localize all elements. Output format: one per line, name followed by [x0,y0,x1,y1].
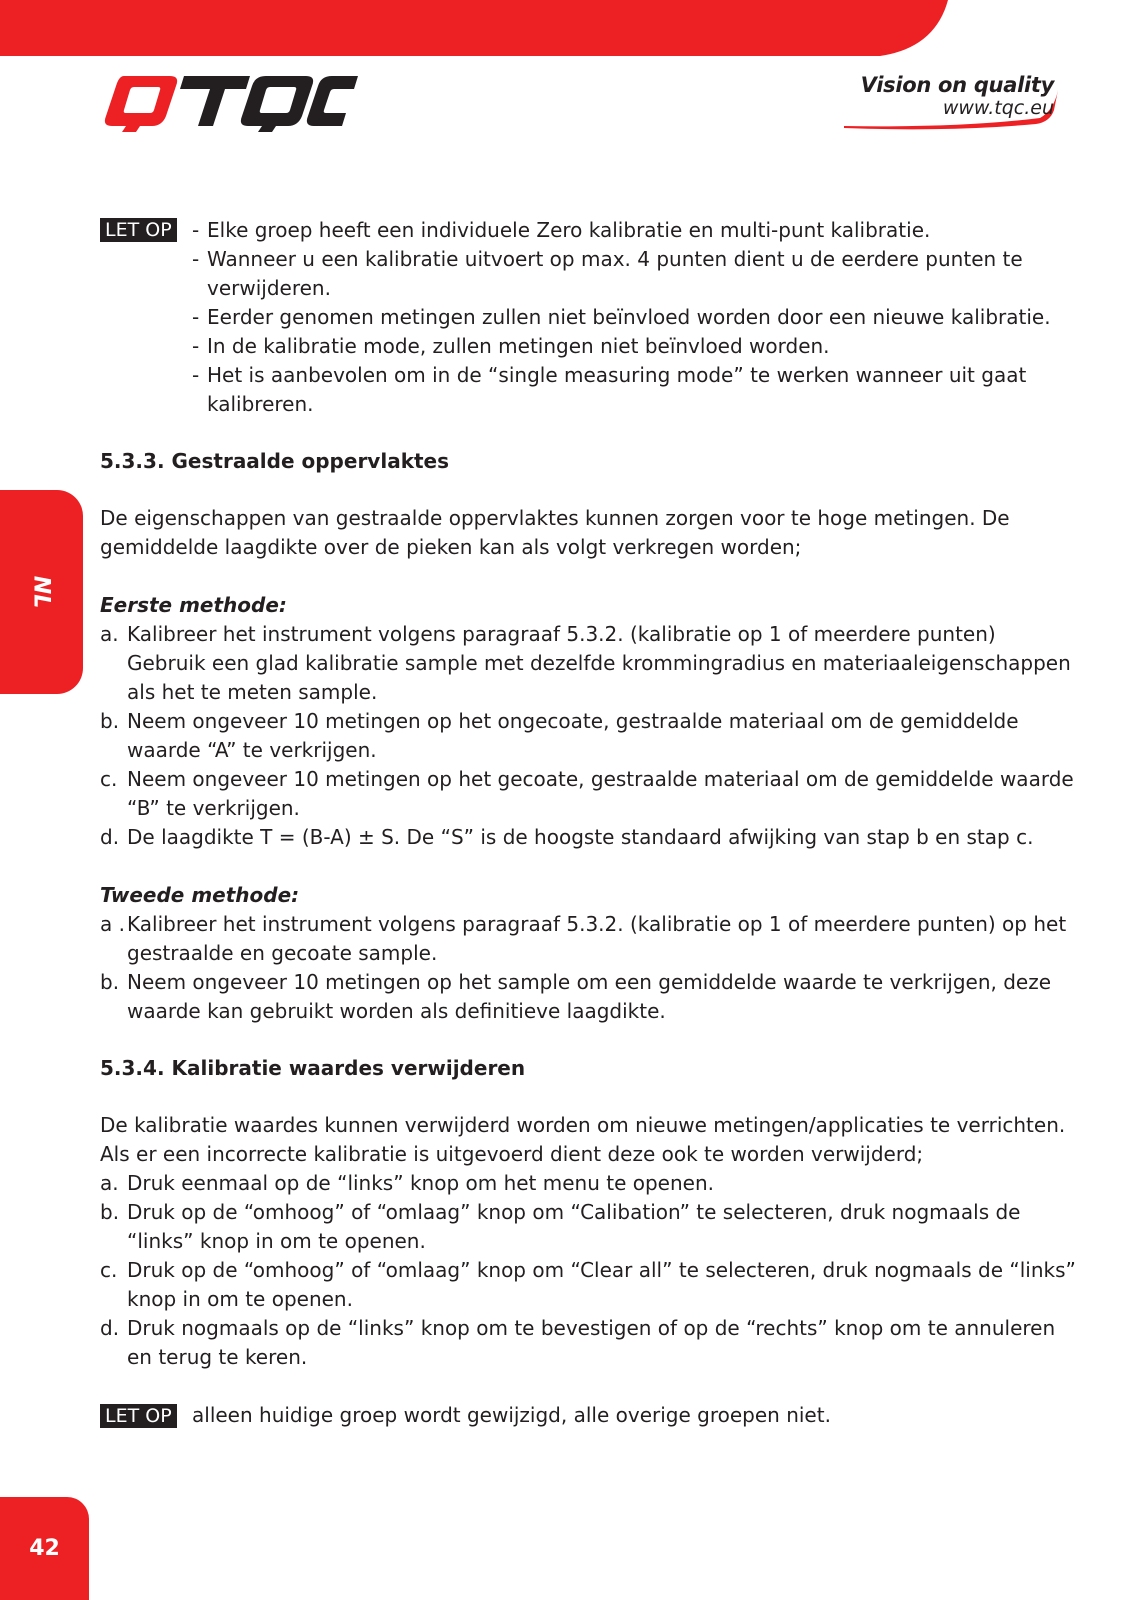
language-tab-label: NL [29,575,54,609]
list-item-label: b. [100,970,120,994]
tagline [861,74,1054,119]
list-item [100,707,1080,765]
list-item-label: a . [100,912,125,936]
note-item: - Eerder genomen metingen zullen niet beïnvloed worden door een nieuwe kalibratie. [192,303,1080,332]
tqc-logo [100,72,358,132]
section-heading-534: 5.3.4. Kalibratie waardes verwijderen [100,1056,526,1080]
note-list [192,216,1080,419]
note-block [100,216,1080,419]
method-title-2: Tweede methode: [100,883,300,907]
list-item-text: Neem ongeveer 10 metingen op het gecoate, gestraalde materiaal om de gemiddelde waarde “B” te verkrijgen. [127,767,1074,820]
list-item-text: De laagdikte T = (B-A) ± S. De “S” is de hoogste standaard afwijking van stap b en stap c. [127,825,1034,849]
page-number: 42 [0,1497,89,1600]
list-item-text: Druk op de “omhoog” of “omlaag” knop om “Calibation” te selecteren, druk nogmaals de “links” knop in om te openen. [127,1200,1021,1253]
note-item-text: Het is aanbevolen om in de “single measuring mode” te werken wanneer uit gaat kalibreren. [207,363,1027,416]
list-item-label: d. [100,825,120,849]
list-item-text: Druk op de “omhoog” of “omlaag” knop om “Clear all” te selecteren, druk nogmaals de “links” knop in om te openen. [127,1258,1076,1311]
tagline-slogan: Vision on quality [860,73,1054,97]
list-item-label: a. [100,1171,119,1195]
note-item-text: In de kalibratie mode, zullen metingen niet beïnvloed worden. [207,334,830,358]
method-title-1: Eerste methode: [100,593,287,617]
note-item-text: Elke groep heeft een individuele Zero kalibratie en multi-punt kalibratie. [207,218,931,242]
note-item: - Het is aanbevolen om in de “single measuring mode” te werken wanneer uit gaat kalibreren. [192,361,1080,419]
list-item-text: Druk nogmaals op de “links” knop om te bevestigen of op de “rechts” knop om te annuleren en terug te keren. [127,1316,1056,1369]
let-op-badge: LET OP [100,1404,177,1428]
tagline-url: www.tqc.eu [942,97,1054,119]
section-534-intro: De kalibratie waardes kunnen verwijderd worden om nieuwe metingen/applicaties te verrichten. Als er een incorrecte kalibratie is uitgevoerd dient deze ook te worden verwijderd; [100,1113,1066,1166]
page-content [100,216,1080,1430]
list-item-label: d. [100,1316,120,1340]
list-item [100,1169,1080,1198]
list-item-text: Neem ongeveer 10 metingen op het sample om een gemiddelde waarde te verkrijgen, deze waarde kan gebruikt worden als definitieve laagdikte. [127,970,1052,1023]
list-item-label: a. [100,622,119,646]
list-item-label: b. [100,709,120,733]
note-item-text: Wanneer u een kalibratie uitvoert op max. 4 punten dient u de eerdere punten te verwijderen. [207,247,1023,300]
section-533-intro: De eigenschappen van gestraalde oppervlaktes kunnen zorgen voor te hoge metingen. De gemiddelde laagdikte over de pieken kan als volgt verkregen worden; [100,506,1010,559]
note-block-final [100,1401,1080,1430]
section-heading-533: 5.3.3. Gestraalde oppervlaktes [100,449,450,473]
list-item [100,1256,1080,1314]
list-item [100,1198,1080,1256]
note-text: alleen huidige groep wordt gewijzigd, alle overige groepen niet. [192,1403,831,1427]
language-tab [0,490,83,694]
list-item [100,765,1080,823]
list-item [100,1314,1080,1372]
list-item [100,620,1080,707]
list-item-text: Neem ongeveer 10 metingen op het ongecoate, gestraalde materiaal om de gemiddelde waarde “A” te verkrijgen. [127,709,1019,762]
let-op-badge: LET OP [100,218,177,242]
list-item-text: Kalibreer het instrument volgens paragraaf 5.3.2. (kalibratie op 1 of meerdere punten) Gebruik een glad kalibratie sample met dezelfde krommingradius en materiaaleigenschappen als het te meten sample. [127,622,1071,704]
list-item-label: b. [100,1200,120,1224]
note-item: - Wanneer u een kalibratie uitvoert op max. 4 punten dient u de eerdere punten te verwijderen. [192,245,1080,303]
note-item: - In de kalibratie mode, zullen metingen niet beïnvloed worden. [192,332,1080,361]
header-band [0,0,1132,56]
list-item-text: Kalibreer het instrument volgens paragraaf 5.3.2. (kalibratie op 1 of meerdere punten) op het gestraalde en gecoate sample. [127,912,1067,965]
list-item [100,823,1080,852]
note-item-text: Eerder genomen metingen zullen niet beïnvloed worden door een nieuwe kalibratie. [207,305,1051,329]
list-item-label: c. [100,1258,118,1282]
list-item-label: c. [100,767,118,791]
list-item-text: Druk eenmaal op de “links” knop om het menu te openen. [127,1171,715,1195]
note-item: - Elke groep heeft een individuele Zero kalibratie en multi-punt kalibratie. [192,216,1080,245]
list-item [100,968,1080,1026]
list-item [100,910,1080,968]
